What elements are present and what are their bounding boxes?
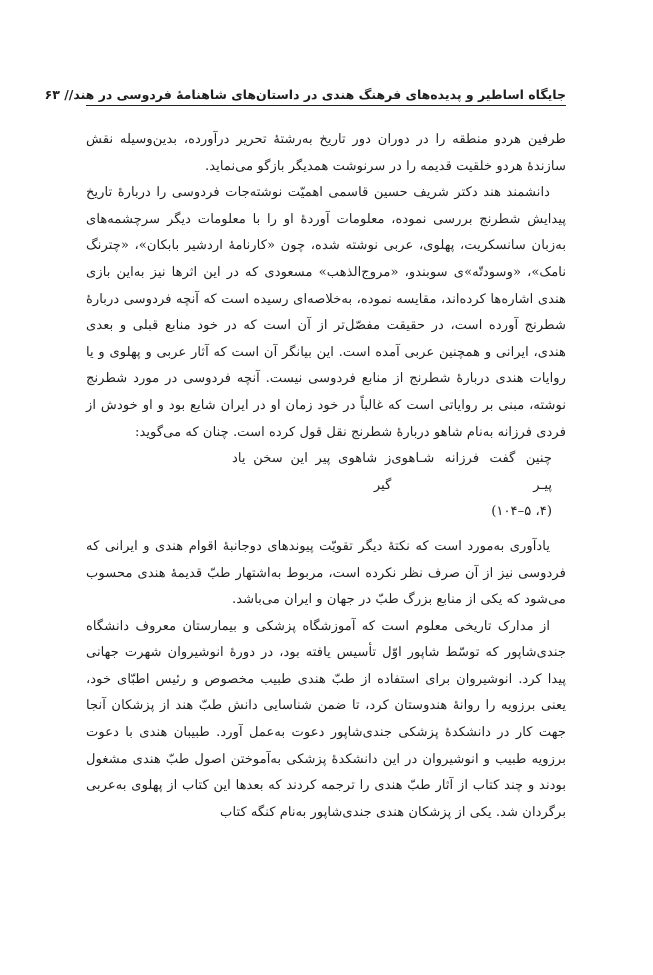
verse-reference: (۴، ۵–۱۰۴) [491, 504, 552, 520]
header-title: جایگاه اساطیر و پدیده‌های فرهنگ هندی در داستان‌های شاهنامهٔ فردوسی در هند [73, 87, 566, 102]
paragraph: طرفین هردو منطقه را در دوران دور تاریخ به‌رشتهٔ تحریر درآورده، بدین‌وسیله نقش سازندهٔ هردو خلقیت قدیمه را در سرنوشت همدیگر بازگو می‌نماید. [86, 132, 566, 174]
header-rule [86, 105, 566, 106]
running-header [44, 80, 566, 102]
paragraph: دانشمند هند دکتر شریف حسین قاسمی اهمیّت نوشته‌جات فردوسی را دربارهٔ تاریخ پیدایش شطرنج بررسی نموده، معلومات آوردهٔ او را با معلومات دیگر سرچشمه‌های به‌زبان سانسکریت، پهلوی، عربی نوشته شده، چون «کارنامهٔ اردشیر بابکان»، «چترنگ نامک»، «وسودتّه»ی سوبندو، «مروج‌الذهب» مسعودی که در این اثرها نیز به‌این بازی هندی اشاره‌ها کرده‌اند، مقایسه نموده، به‌خلاصه‌ای رسیده است که آنچه فردوسی دربارهٔ شطرنج آورده است، در حقیقت مفصّل‌تر از آن است که در خود منابع قبلی و بعدی هندی، ایرانی و همچنین عربی آمده است. این بیانگر آن است که آثار عربی و پهلوی و یا روایات هندی دربارهٔ شطرنج از منابع فردوسی نیست. آنچه فردوسی در مورد شطرنج نوشته، مبنی بر روایاتی است که غالباً در خود زمان او در ایران شایع بود و او خودش از فردی فرزانه به‌نام شاهو دربارهٔ شطرنج نقل قول کرده است. چنان که می‌گوید: [86, 185, 566, 440]
body-text [86, 127, 566, 826]
paragraph: از مدارک تاریخی معلوم است که آموزشگاه پزشکی و بیمارستان معروف دانشگاه جندی‌شاپور که توسّط شاپور اوّل تأسیس یافته بود، در دورهٔ انوشیروان شهرت جهانی پیدا کرد. انوشیروان برای استفاده از طبّ هندی طبیب مخصوص و رئیس اطبّای خود، یعنی برزویه را روانهٔ هندوستان کرد، تا ضمن شناسایی دانش طبّ هند از پزشکان آنجا جهت کار در دانشکدهٔ پزشکی جندی‌شاپور دعوت به‌عمل آورد. طبیبان هندی با دعوت برزویه طبیب و انوشیروان در این دانشکدهٔ پزشکی به‌آموختن اصول طبّ هندی مشغول بودند و چند کتاب از آثار طبّ هندی را ترجمه کردند که بعدها این کتاب از پهلوی به‌عربی برگردان شد. یکی از پزشکان هندی جندی‌شاپور به‌نام کنگه کتاب [86, 618, 566, 820]
paragraph: یادآوری به‌مورد است که نکتهٔ دیگر تقویّت پیوندهای دوجانبهٔ اقوام هندی و ایرانی که فردوسی نیز از آن صرف نظر نکرده است، مربوط به‌اشتهار طبّ قدیمهٔ هندی محسوب می‌شود که یکی از منابع بزرگ طبّ در جهان و ایران می‌باشد. [86, 538, 566, 608]
verse-hemistich-second: ز شاهوی پیر این سخن یاد گیر [232, 451, 392, 493]
page-number: // ۶۳ [44, 87, 74, 102]
verse-hemistich-first: چنین گفت فرزانه شـاهوی پیـر [391, 451, 552, 493]
verse-couplet [232, 446, 552, 499]
